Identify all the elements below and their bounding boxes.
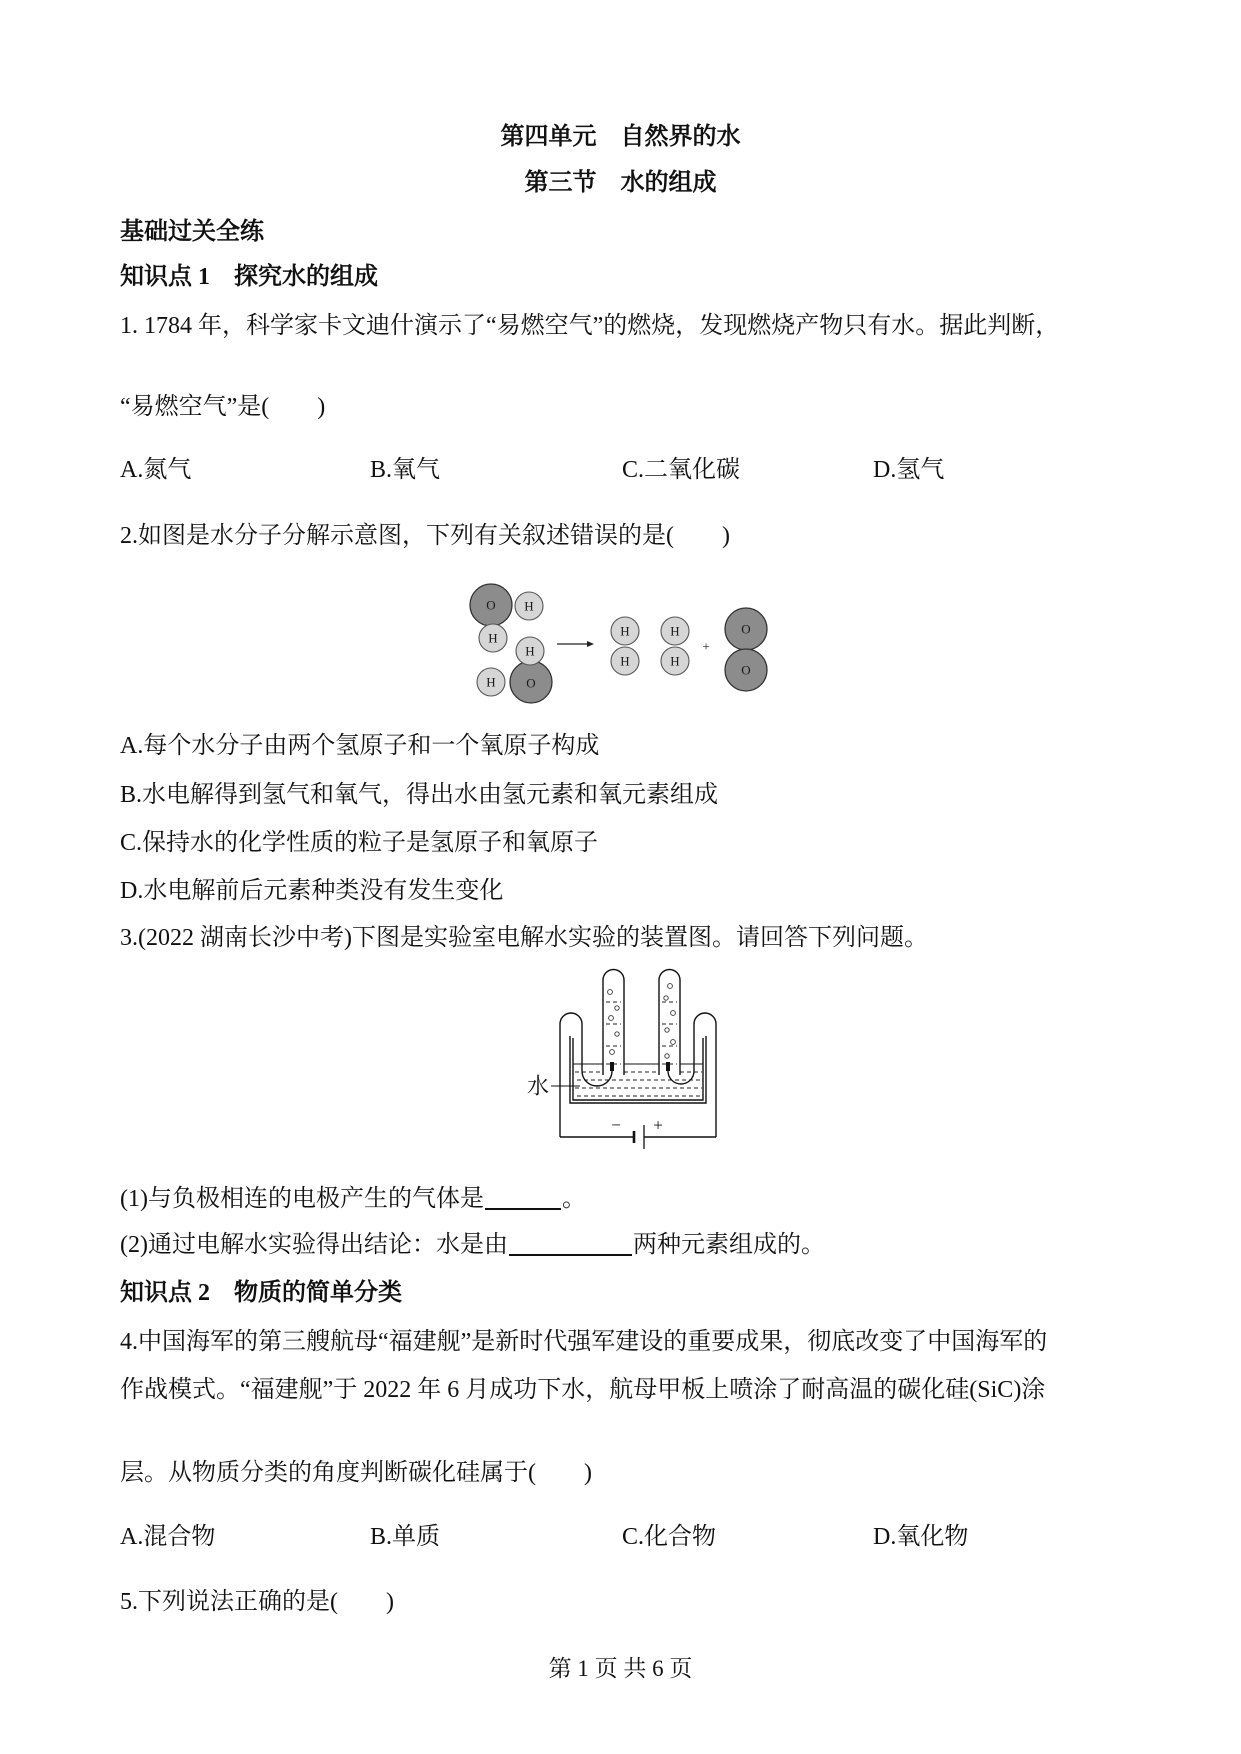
hydrogen-atom-label: H: [620, 653, 630, 669]
question-1-option-c: C.二氧化碳: [622, 457, 741, 483]
water-molecule-decomposition-diagram: [470, 575, 775, 710]
left-test-tube: [603, 970, 624, 1076]
page-number-footer: 第 1 页 共 6 页: [548, 1656, 693, 1681]
oxygen-atom-label: O: [526, 675, 536, 691]
right-test-tube: [659, 970, 680, 1076]
question-3-subquestion-1: [120, 1183, 586, 1215]
gas-bubble: [665, 1054, 669, 1058]
trough-outer-wall: [570, 1036, 706, 1103]
hydrogen-atom-label: H: [525, 643, 535, 659]
battery-symbol: [634, 1125, 644, 1149]
question-2-option-b: B.水电解得到氢气和氧气，得出水由氢元素和氧元素组成: [120, 782, 719, 808]
question-2-stem: 2.如图是水分子分解示意图，下列有关叙述错误的是( ): [120, 523, 730, 549]
question-1-option-b: B.氧气: [370, 457, 441, 483]
question-2-option-c: C.保持水的化学性质的粒子是氢原子和氧原子: [120, 830, 599, 856]
question-4-option-d: D.氧化物: [873, 1524, 969, 1550]
water-label: 水: [526, 1073, 550, 1099]
question-1-option-d: D.氢气: [873, 457, 945, 483]
gas-bubble: [615, 1032, 619, 1036]
subquestion-1-text: (1)与负极相连的电极产生的气体是: [120, 1186, 484, 1212]
hydrogen-atom-label: H: [620, 623, 630, 639]
hydrogen-atom-label: H: [488, 630, 498, 646]
plus-sign: +: [702, 638, 710, 654]
question-1-option-a: A.氮气: [120, 457, 192, 483]
answer-blank: [485, 1186, 561, 1210]
unit-title: 第四单元 自然界的水: [500, 124, 741, 150]
question-4-stem-line-2: 作战模式。“福建舰”于 2022 年 6 月成功下水，航母甲板上喷涂了耐高温的碳化硅(SiC)涂: [120, 1377, 1046, 1403]
hydrogen-atom-label: H: [670, 653, 680, 669]
question-4-stem-line-3: 层。从物质分类的角度判断碳化硅属于( ): [120, 1460, 592, 1486]
gas-bubble: [664, 996, 668, 1000]
knowledge-point-2-heading: 知识点 2 物质的简单分类: [120, 1280, 402, 1306]
gas-bubble: [668, 984, 673, 989]
subquestion-2-text-end: 两种元素组成的。: [632, 1232, 825, 1258]
knowledge-point-1-heading: 知识点 1 探究水的组成: [120, 264, 378, 290]
water-in-trough: [573, 1064, 703, 1096]
negative-terminal-label: −: [611, 1115, 621, 1135]
question-3-stem: 3.(2022 湖南长沙中考)下图是实验室电解水实验的装置图。请回答下列问题。: [120, 925, 928, 951]
gas-bubble: [608, 990, 613, 995]
question-5-stem: 5.下列说法正确的是( ): [120, 1589, 394, 1615]
section-title: 第三节 水的组成: [524, 170, 717, 196]
question-1-stem-line-1: 1. 1784 年，科学家卡文迪什演示了“易燃空气”的燃烧，发现燃烧产物只有水。据此判断，: [120, 313, 1060, 339]
subquestion-1-text-end: 。: [561, 1186, 586, 1212]
gas-bubble: [615, 1006, 619, 1010]
question-4-option-a: A.混合物: [120, 1524, 216, 1550]
question-4-stem-line-1: 4.中国海军的第三艘航母“福建舰”是新时代强军建设的重要成果，彻底改变了中国海军的: [120, 1329, 1048, 1355]
gas-bubble: [609, 1016, 614, 1021]
water-electrolysis-apparatus-diagram: [520, 958, 725, 1156]
question-3-subquestion-2: [120, 1229, 825, 1261]
question-2-option-a: A.每个水分子由两个氢原子和一个氧原子构成: [120, 733, 600, 759]
hydrogen-atom-label: H: [486, 674, 496, 690]
subquestion-2-text: (2)通过电解水实验得出结论：水是由: [120, 1232, 508, 1258]
reactant-water-molecules: [470, 584, 552, 703]
oxygen-atom-label: O: [741, 621, 751, 637]
hydrogen-atom-label: H: [670, 623, 680, 639]
gas-bubble: [671, 1011, 676, 1016]
question-1-stem-line-2: “易燃空气”是( ): [120, 394, 326, 420]
gas-bubble: [665, 1028, 669, 1032]
gas-bubble: [610, 1050, 615, 1055]
answer-blank: [509, 1232, 632, 1256]
hydrogen-atom-label: H: [524, 598, 534, 614]
oxygen-atom-label: O: [486, 597, 496, 613]
question-4-option-b: B.单质: [370, 1524, 441, 1550]
gas-bubble: [671, 1040, 676, 1045]
question-2-option-d: D.水电解前后元素种类没有发生变化: [120, 878, 504, 904]
product-oxygen-molecule: [725, 608, 767, 691]
question-4-option-c: C.化合物: [622, 1524, 717, 1550]
positive-terminal-label: +: [653, 1115, 663, 1135]
reaction-arrow: [557, 641, 594, 647]
practice-heading: 基础过关全练: [120, 219, 264, 245]
oxygen-atom-label: O: [741, 662, 751, 678]
trough-inner-wall: [573, 1038, 703, 1100]
product-hydrogen-molecules: [611, 617, 689, 675]
